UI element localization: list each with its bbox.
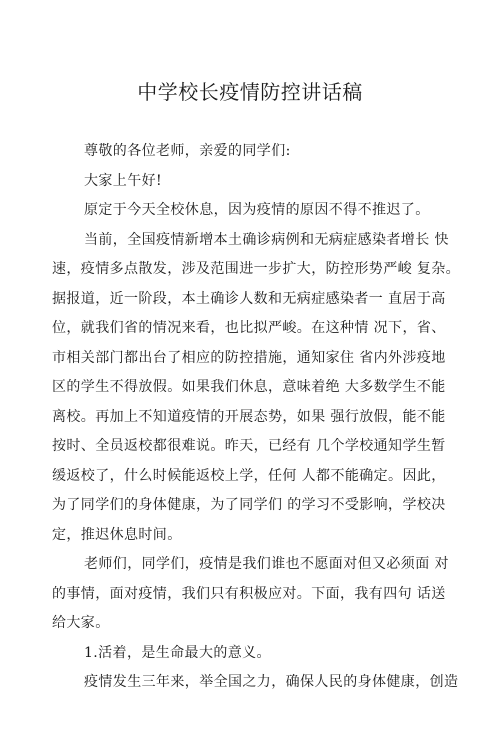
greeting-line: 大家上午好! [84, 173, 163, 189]
paragraph-line: 给大家。 [52, 615, 110, 631]
document-title: 中学校长疫情防控讲话稿 [137, 80, 363, 104]
paragraph-line: 为了同学们的身体健康，为了同学们 的学习不受影响，学校决 [52, 497, 446, 513]
paragraph-line: 据报道，近一阶段，本土确诊人数和无病症感染者一 直居于高 [52, 291, 446, 307]
paragraph-line: 速，疫情多点散发，涉及范围进一步扩大，防控形势严峻 复杂。 [52, 261, 461, 277]
paragraph-line: 定，推迟休息时间。 [52, 527, 182, 543]
paragraph-line: 离校。再加上不知道疫情的开展态势，如果 强行放假，能不能 [52, 409, 446, 425]
paragraph-line: 当前，全国疫情新增本土确诊病例和无病症感染者增长 快 [84, 232, 449, 248]
paragraph-line: 缓返校了，什么时候能返校上学，任何 人都不能确定。因此， [52, 468, 446, 484]
salutation-line: 尊敬的各位老师，亲爱的同学们: [84, 143, 291, 159]
paragraph-line: 市相关部门都出台了相应的防控措施，通知家住 省内外涉疫地 [52, 350, 446, 366]
section-heading: 1.活着，是生命最大的意义。 [84, 645, 271, 661]
paragraph-line: 按时、全员返校都很难说。昨天，已经有 几个学校通知学生暂 [52, 438, 446, 454]
paragraph-line: 位，就我们省的情况来看，也比拟严峻。在这种情 况下，省、 [52, 320, 446, 336]
paragraph-line: 老师们，同学们，疫情是我们谁也不愿面对但又必须面 对 [84, 556, 449, 572]
paragraph-line: 的事情，面对疫情，我们只有积极应对。下面，我有四句 话送 [52, 586, 446, 602]
paragraph-line: 区的学生不得放假。如果我们休息，意味着绝 大多数学生不能 [52, 379, 446, 395]
paragraph-line: 原定于今天全校休息，因为疫情的原因不得不推迟了。 [84, 202, 430, 218]
paragraph-line: 疫情发生三年来，举全国之力，确保人民的身体健康，创造 [84, 674, 459, 690]
